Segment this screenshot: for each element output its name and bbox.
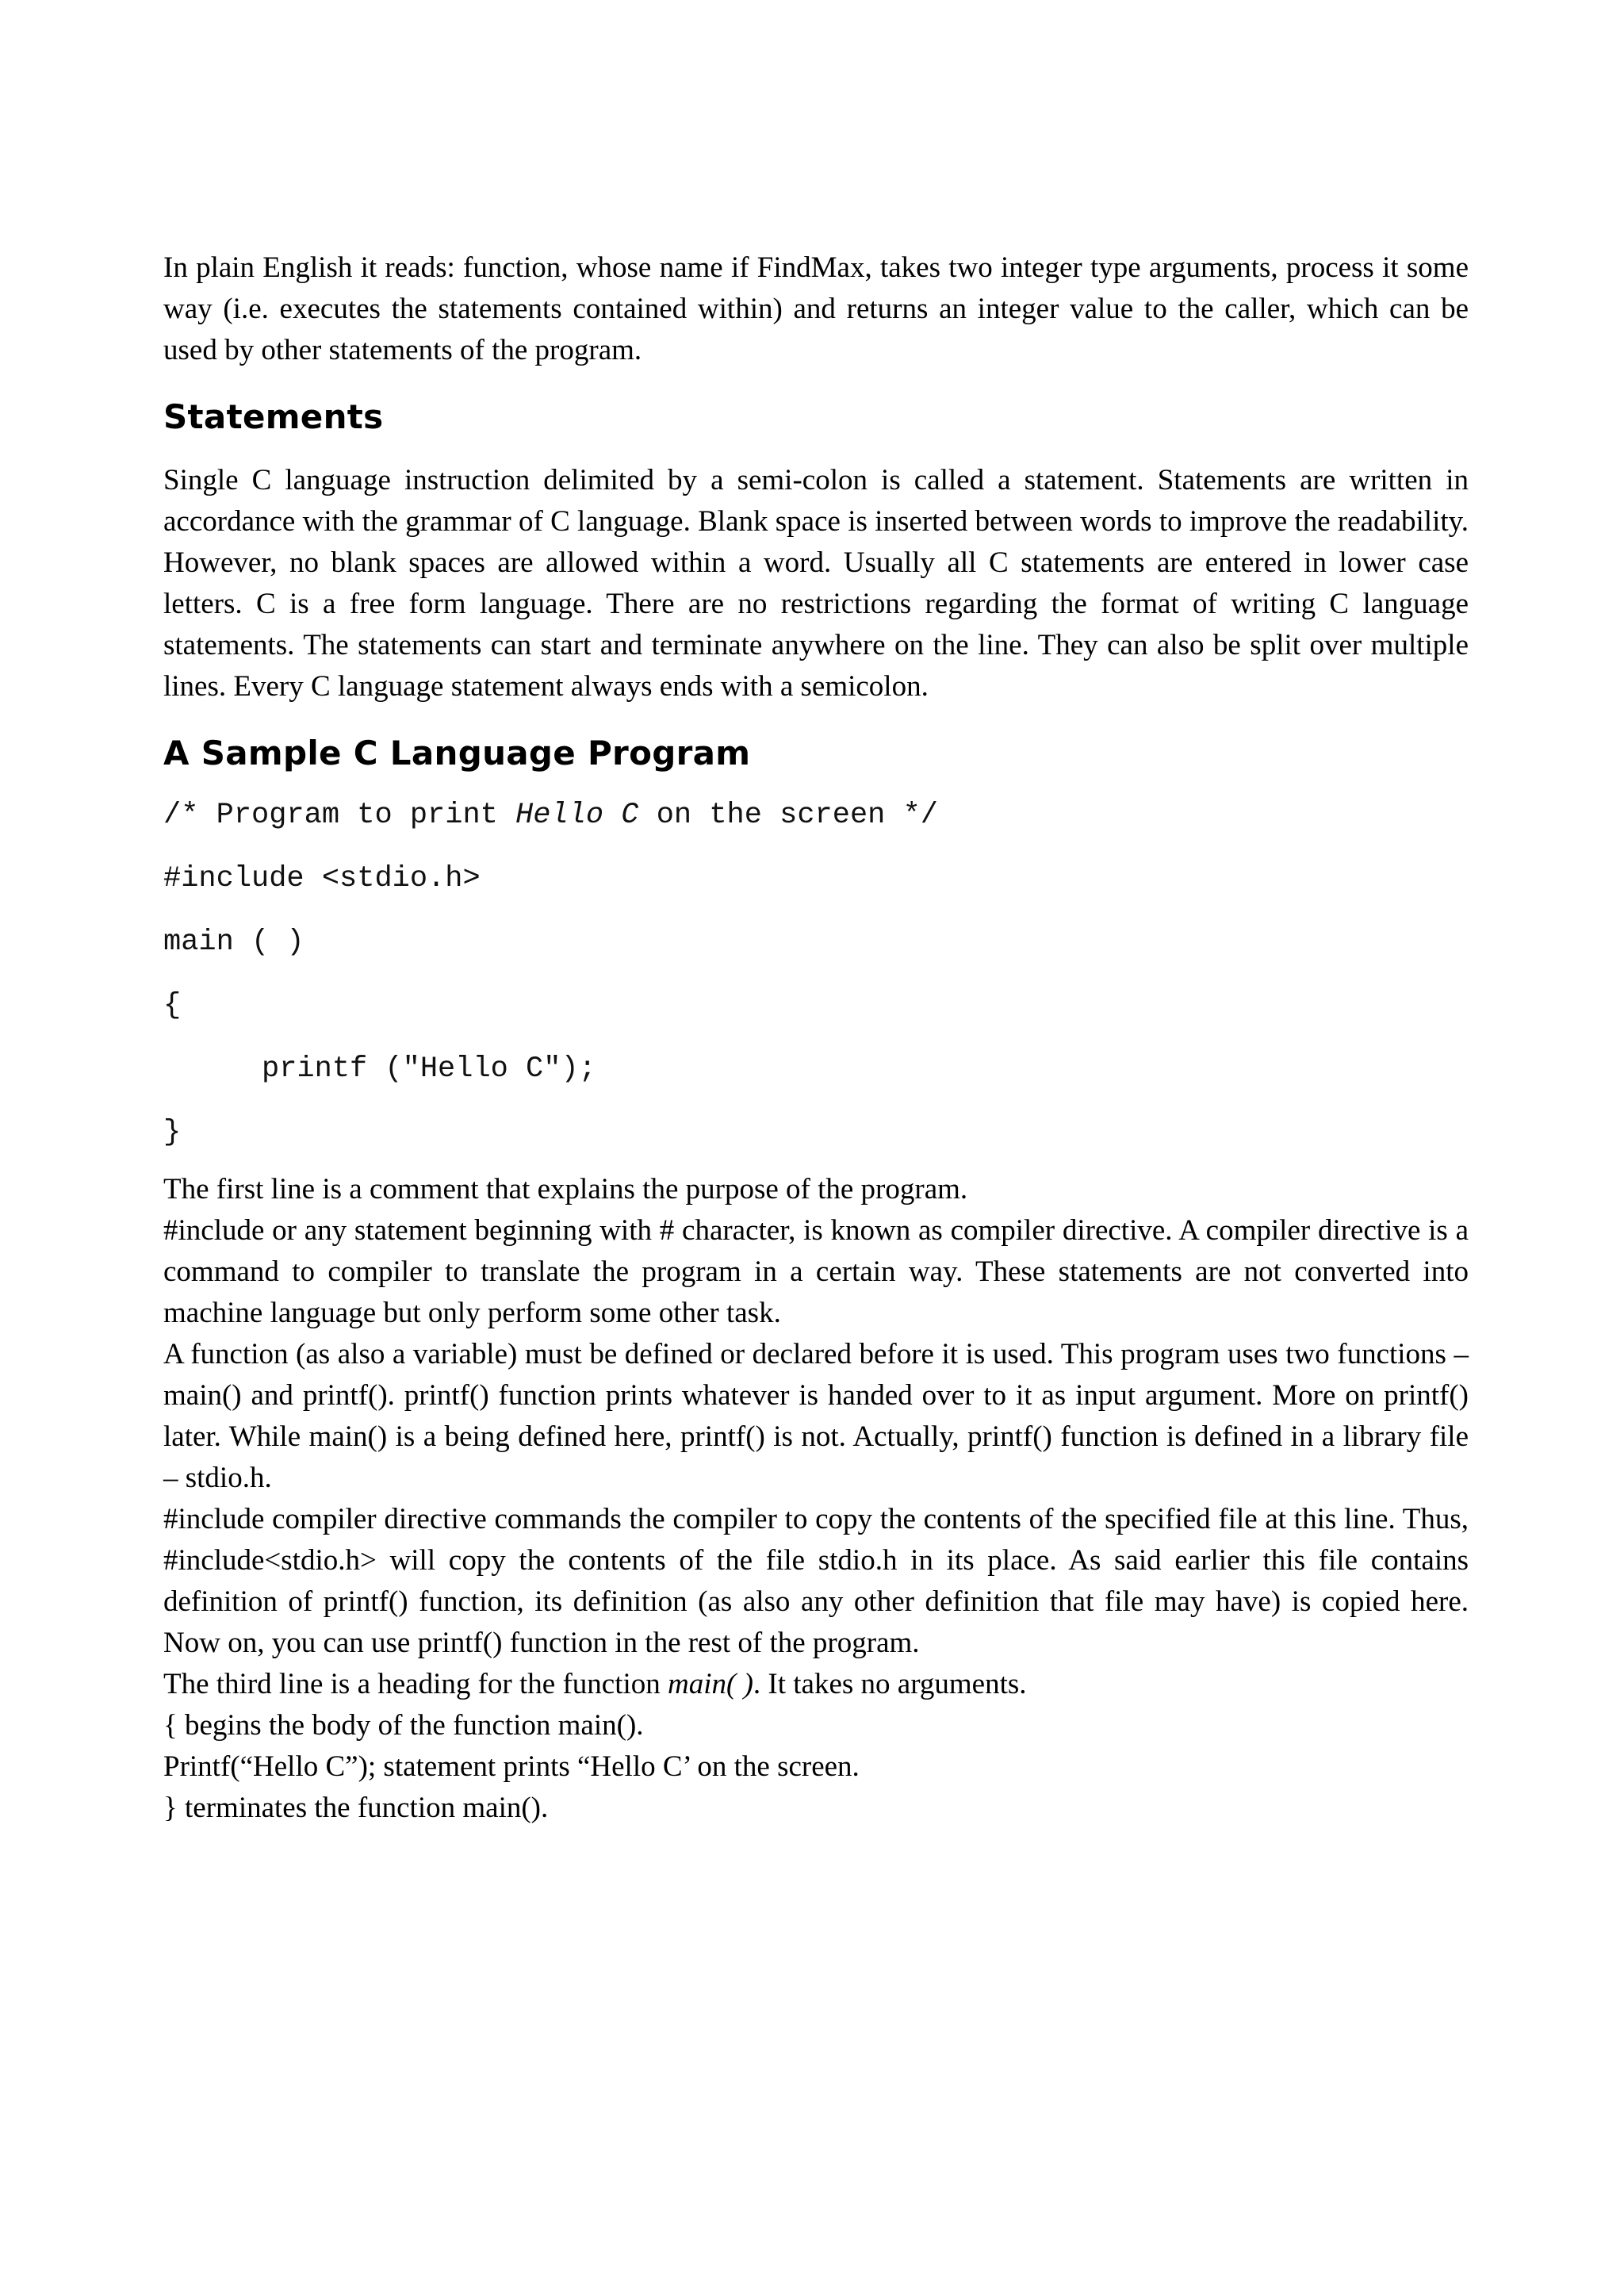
explanation-directive: #include or any statement beginning with # character, is known as compiler directive. A compiler directive is a command to compiler to translate the program in a certain way. These statements are not converted into machine language but only perform some other task. <box>163 1214 1469 1329</box>
code-comment-start: /* Program to print <box>163 799 516 832</box>
statements-heading: Statements <box>163 397 384 436</box>
code-main-line: main ( ) <box>163 926 304 959</box>
statements-paragraph: Single C language instruction delimited by a semi-colon is called a statement. Statements are written in accordance with the grammar of C language. Blank space is inserted between words to improve the readability. However, no blank spaces are allowed within a word. Usually all C statements are entered in lower case letters. C is a free form language. There are no restrictions regarding the format of writing C language statements. The statements can start and terminate anywhere on the line. They can also be split over multiple lines. Every C language statement always ends with a semicolon. <box>163 464 1469 703</box>
code-include-line: #include <stdio.h> <box>163 862 481 895</box>
code-printf-line: printf ("Hello C"); <box>262 1052 596 1086</box>
code-block <box>163 795 1469 1153</box>
code-comment-line <box>163 795 1469 836</box>
explanation-function: A function (as also a variable) must be defined or declared before it is used. This program uses two functions – main() and printf(). printf() function prints whatever is handed over to it as input argument. More on printf() later. While main() is a being defined here, printf() is not. Actually, printf() function is defined in a library file – stdio.h. <box>163 1338 1469 1494</box>
explanation-printf-statement: Printf(“Hello C”); statement prints “Hello C’ on the screen. <box>163 1750 860 1783</box>
third-line-main-italic: main( ) <box>668 1668 753 1700</box>
code-close-brace-line: } <box>163 1116 182 1149</box>
code-open-brace-line: { <box>163 989 182 1022</box>
explanation-brace-begin: { begins the body of the function main(). <box>163 1709 644 1742</box>
sample-program-heading: A Sample C Language Program <box>163 734 751 772</box>
document-page <box>163 247 1469 1829</box>
code-comment-italic: Hello C <box>515 799 639 832</box>
intro-paragraph: In plain English it reads: function, whose name if FindMax, takes two integer type arguments, process it some way (i.e. executes the statements contained within) and returns an integer value to the caller, which can be used by other statements of the program. <box>163 251 1469 366</box>
explanation-include-copy: #include compiler directive commands the compiler to copy the contents of the specified file at this line. Thus, #include<stdio.h> will copy the contents of the file stdio.h in its place. As said earlier this file contains definition of printf() function, its definition (as also any other definition that file may have) is copied here. Now on, you can use printf() function in the rest of the program. <box>163 1503 1469 1659</box>
code-comment-end: on the screen */ <box>638 799 938 832</box>
explanation-brace-end: } terminates the function main(). <box>163 1792 549 1824</box>
explanation-first-line: The first line is a comment that explains the purpose of the program. <box>163 1173 968 1205</box>
explanation-third-line <box>163 1664 1469 1705</box>
third-line-text-start: The third line is a heading for the function <box>163 1668 668 1700</box>
third-line-text-end: . It takes no arguments. <box>753 1668 1027 1700</box>
